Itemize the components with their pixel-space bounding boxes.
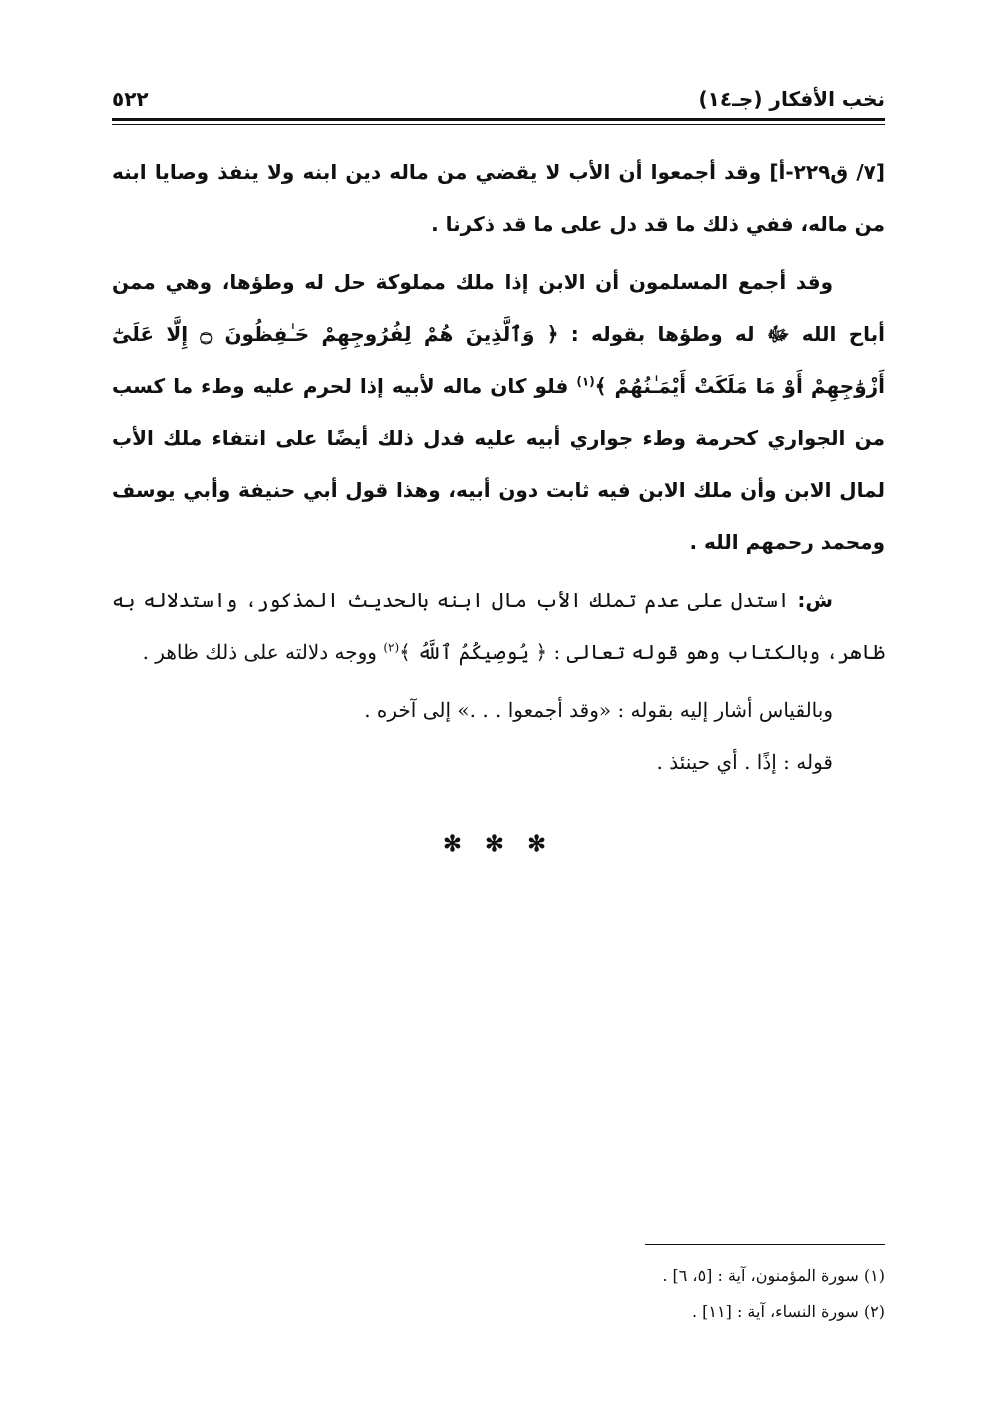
paragraph-3 bbox=[112, 574, 885, 678]
footnote-2: (٢) سورة النساء، آية : [١١] . bbox=[692, 1302, 885, 1321]
paragraph-3-text-a: استدل على عدم تملك الأب مال ابنه بالحديث المذكور، واستدلاله به ظاهر، وبالكتاب وهو قوله تعالى : ﴿ يُوصِيكُمُ ٱللَّهُ ﴾ bbox=[112, 588, 885, 664]
page-number: ٥٢٢ bbox=[112, 87, 149, 111]
commentary-label: ش: bbox=[797, 588, 834, 612]
footnote-rule bbox=[645, 1244, 885, 1245]
section-separator: ✻ ✻ ✻ bbox=[443, 831, 554, 857]
page-header bbox=[112, 82, 885, 116]
paragraph-3-text-b: ووجه دلالته على ذلك ظاهر . bbox=[142, 640, 377, 664]
footnotes bbox=[112, 1258, 885, 1330]
main-text bbox=[112, 146, 885, 870]
header-rule-thick bbox=[112, 118, 885, 121]
paragraph-2-text-b: فلو كان ماله لأبيه إذا لحرم عليه وطء ما كسب من الجواري كحرمة وطء جواري أبيه عليه فدل ذلك أيضًا على انتفاء ملك الأب لمال الابن وأن ملك الابن فيه ثابت دون أبيه، وهذا قول أبي حنيفة وأبي يوسف ومحمد رحمهم الله . bbox=[112, 374, 885, 554]
paragraph-1-text: وقد أجمعوا أن الأب لا يقضي من ماله دين ابنه ولا ينفذ وصايا ابنه من ماله، ففي ذلك ما قد دل على ما قد ذكرنا . bbox=[112, 160, 885, 236]
footnote-marker-1: (١) bbox=[576, 374, 595, 389]
paragraph-2 bbox=[112, 256, 885, 568]
paragraph-1 bbox=[112, 146, 885, 250]
manuscript-reference: [٧/ ق٢٢٩-أ] bbox=[769, 160, 885, 184]
header-rule-thin bbox=[112, 124, 885, 125]
paragraph-2-text-a: وقد أجمع المسلمون أن الابن إذا ملك مملوكة حل له وطؤها، وهي ممن أباح الله ﷻ له وطؤها بقوله : ﴿ وَٱلَّذِينَ هُمْ لِفُرُوجِهِمْ حَـٰفِظُونَ ۝ إِلَّا عَلَىٰٓ أَزْوَٰجِهِمْ أَوْ مَا مَلَكَتْ أَيْمَـٰنُهُمْ ﴾ bbox=[112, 270, 886, 398]
book-title: نخب الأفكار (جـ١٤) bbox=[698, 87, 885, 111]
paragraph-4: وبالقياس أشار إليه بقوله : «وقد أجمعوا . . .» إلى آخره . bbox=[364, 698, 833, 722]
footnote-marker-2: (٢) bbox=[383, 640, 400, 655]
footnote-1: (١) سورة المؤمنون، آية : [٥، ٦] . bbox=[662, 1266, 885, 1285]
paragraph-5: قوله : إذًا . أي حينئذ . bbox=[656, 750, 833, 774]
